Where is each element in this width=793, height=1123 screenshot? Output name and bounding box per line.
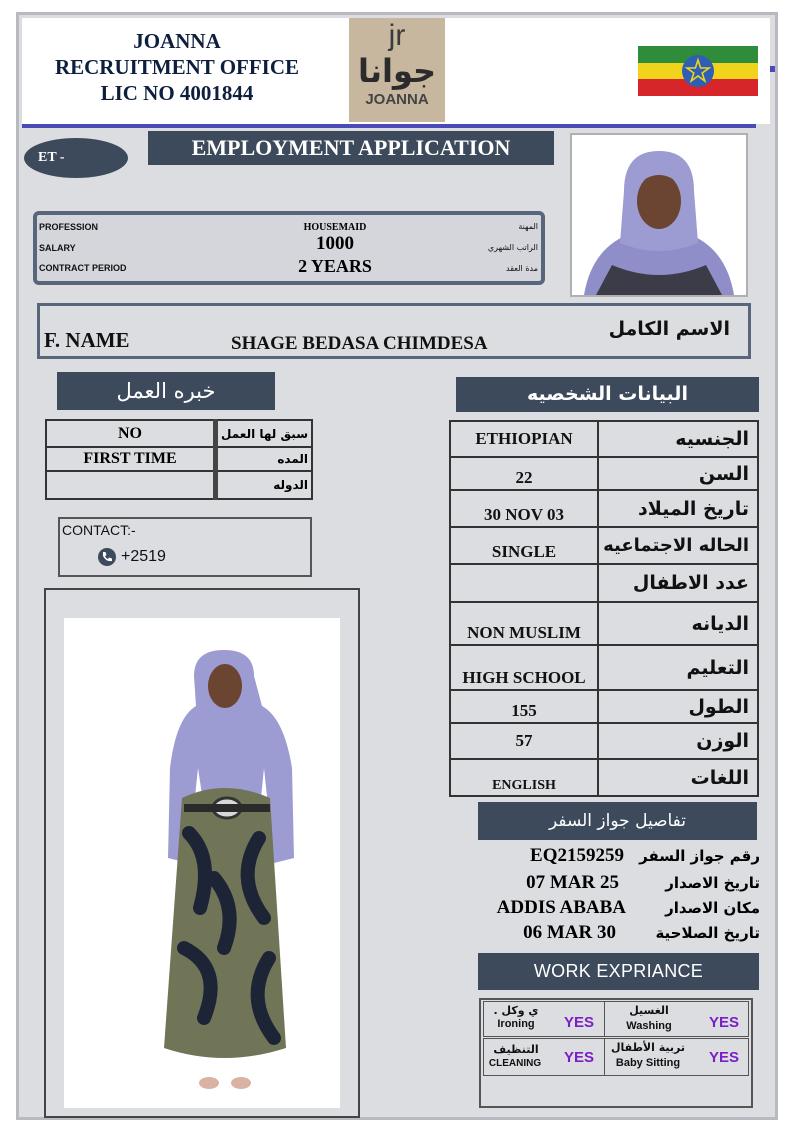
work-item-status: YES — [564, 1014, 595, 1031]
work-item-ar: التنظيف — [493, 1043, 539, 1056]
logo-mark: jr — [388, 19, 406, 52]
work-item-en: CLEANING — [488, 1058, 542, 1069]
personal-value: 57 — [450, 723, 598, 759]
full-name-value: SHAGE BEDASA CHIMDESA — [231, 333, 488, 354]
experience-value: NO — [46, 420, 216, 447]
experience-label: المده — [216, 447, 313, 471]
portrait-photo — [570, 133, 748, 297]
contract-value: 2 YEARS — [298, 256, 372, 276]
contract-label-ar: مدة العقد — [506, 264, 538, 273]
office-license: LIC NO 4001844 — [100, 81, 254, 105]
experience-table — [45, 419, 313, 500]
personal-row — [450, 645, 758, 690]
personal-value: SINGLE — [450, 527, 598, 564]
experience-row — [46, 471, 312, 499]
personal-value: HIGH SCHOOL — [450, 645, 598, 690]
experience-label: سبق لها العمل — [216, 420, 313, 447]
personal-label: تاريخ الميلاد — [598, 490, 758, 527]
work-item-ar: الغسيل — [629, 1004, 669, 1017]
salary-label: SALARY — [39, 243, 76, 253]
passport-value: EQ2159259 — [530, 845, 624, 866]
personal-row — [450, 690, 758, 723]
work-item-status: YES — [709, 1049, 740, 1066]
header-accent — [770, 66, 775, 72]
passport-row — [474, 845, 760, 873]
personal-label: الطول — [598, 690, 758, 723]
personal-value: ENGLISH — [450, 759, 598, 796]
passport-value: ADDIS ABABA — [496, 897, 626, 918]
passport-label: تاريخ الاصدار — [665, 874, 760, 892]
personal-value: 22 — [450, 457, 598, 490]
reference-badge: ET - — [24, 138, 128, 178]
work-item-status: YES — [709, 1014, 740, 1031]
personal-row — [450, 421, 758, 457]
full-name-label-ar: الاسم الكامل — [608, 318, 730, 340]
experience-row — [46, 447, 312, 471]
work-item — [483, 1001, 605, 1037]
personal-row — [450, 602, 758, 645]
passport-label: تاريخ الصلاحية — [655, 924, 760, 942]
passport-row — [474, 922, 760, 950]
office-name-line1: JOANNA — [133, 29, 221, 53]
profession-label-ar: المهنة — [518, 222, 538, 231]
personal-label: الجنسيه — [598, 421, 758, 457]
passport-value: 07 MAR 25 — [526, 872, 619, 893]
passport-row — [474, 872, 760, 900]
personal-label: الوزن — [598, 723, 758, 759]
personal-row — [450, 723, 758, 759]
experience-row — [46, 420, 312, 447]
ethiopia-flag-icon — [638, 46, 758, 96]
contract-label: CONTRACT PERIOD — [39, 263, 127, 273]
work-item-ar: تربية الأطفال — [610, 1041, 685, 1054]
header-divider — [22, 124, 756, 128]
personal-row — [450, 759, 758, 796]
work-item-status: YES — [564, 1049, 595, 1066]
passport-label: رقم جواز السفر — [639, 847, 760, 865]
work-experience-title: WORK EXPRIANCE — [478, 953, 759, 990]
personal-label: السن — [598, 457, 758, 490]
passport-label: مكان الاصدار — [665, 899, 760, 917]
phone-icon — [98, 548, 116, 566]
personal-label: اللغات — [598, 759, 758, 796]
personal-value: ETHIOPIAN — [450, 421, 598, 457]
personal-row — [450, 527, 758, 564]
logo-arabic: جوانا — [357, 52, 437, 90]
work-item-ar: ي وكل . — [493, 1004, 539, 1017]
personal-label: الحاله الاجتماعيه — [598, 527, 758, 564]
profession-value: HOUSEMAID — [303, 222, 367, 233]
full-name-label: F. NAME — [44, 328, 130, 352]
experience-label: الدوله — [216, 471, 313, 499]
personal-label: عدد الاطفال — [598, 564, 758, 602]
passport-value: 06 MAR 30 — [523, 922, 616, 943]
work-item — [604, 1001, 749, 1037]
flag-star-emblem-icon — [682, 55, 714, 87]
experience-value: FIRST TIME — [46, 447, 216, 471]
office-name-line2: RECRUITMENT OFFICE — [54, 55, 300, 79]
contact-phone[interactable]: +2519 — [121, 548, 166, 565]
personal-row — [450, 564, 758, 602]
personal-value: 155 — [450, 690, 598, 723]
logo-latin: JOANNA — [365, 91, 429, 108]
personal-label: الديانه — [598, 602, 758, 645]
passport-row — [474, 897, 760, 925]
work-item — [483, 1038, 605, 1076]
personal-value — [450, 564, 598, 602]
experience-value — [46, 471, 216, 499]
work-item-en: Baby Sitting — [615, 1057, 681, 1069]
personal-row — [450, 457, 758, 490]
contact-label: CONTACT:- — [62, 522, 136, 538]
work-item-en: Ironing — [497, 1018, 535, 1030]
personal-label: التعليم — [598, 645, 758, 690]
company-logo — [349, 18, 445, 122]
personal-data-title: البيانات الشخصيه — [456, 377, 759, 412]
personal-data-table — [449, 420, 759, 797]
form-title: EMPLOYMENT APPLICATION — [148, 131, 554, 165]
salary-value: 1000 — [316, 233, 354, 254]
experience-title: خبره العمل — [57, 372, 275, 410]
personal-row — [450, 490, 758, 527]
personal-value: NON MUSLIM — [450, 602, 598, 645]
work-item-en: Washing — [626, 1020, 672, 1032]
passport-title: تفاصيل جواز السفر — [478, 802, 757, 840]
salary-label-ar: الراتب الشهري — [487, 243, 538, 252]
profession-label: PROFESSION — [39, 222, 99, 232]
office-name — [24, 28, 330, 106]
full-body-photo — [64, 618, 340, 1108]
personal-value: 30 NOV 03 — [450, 490, 598, 527]
work-item — [604, 1038, 749, 1076]
